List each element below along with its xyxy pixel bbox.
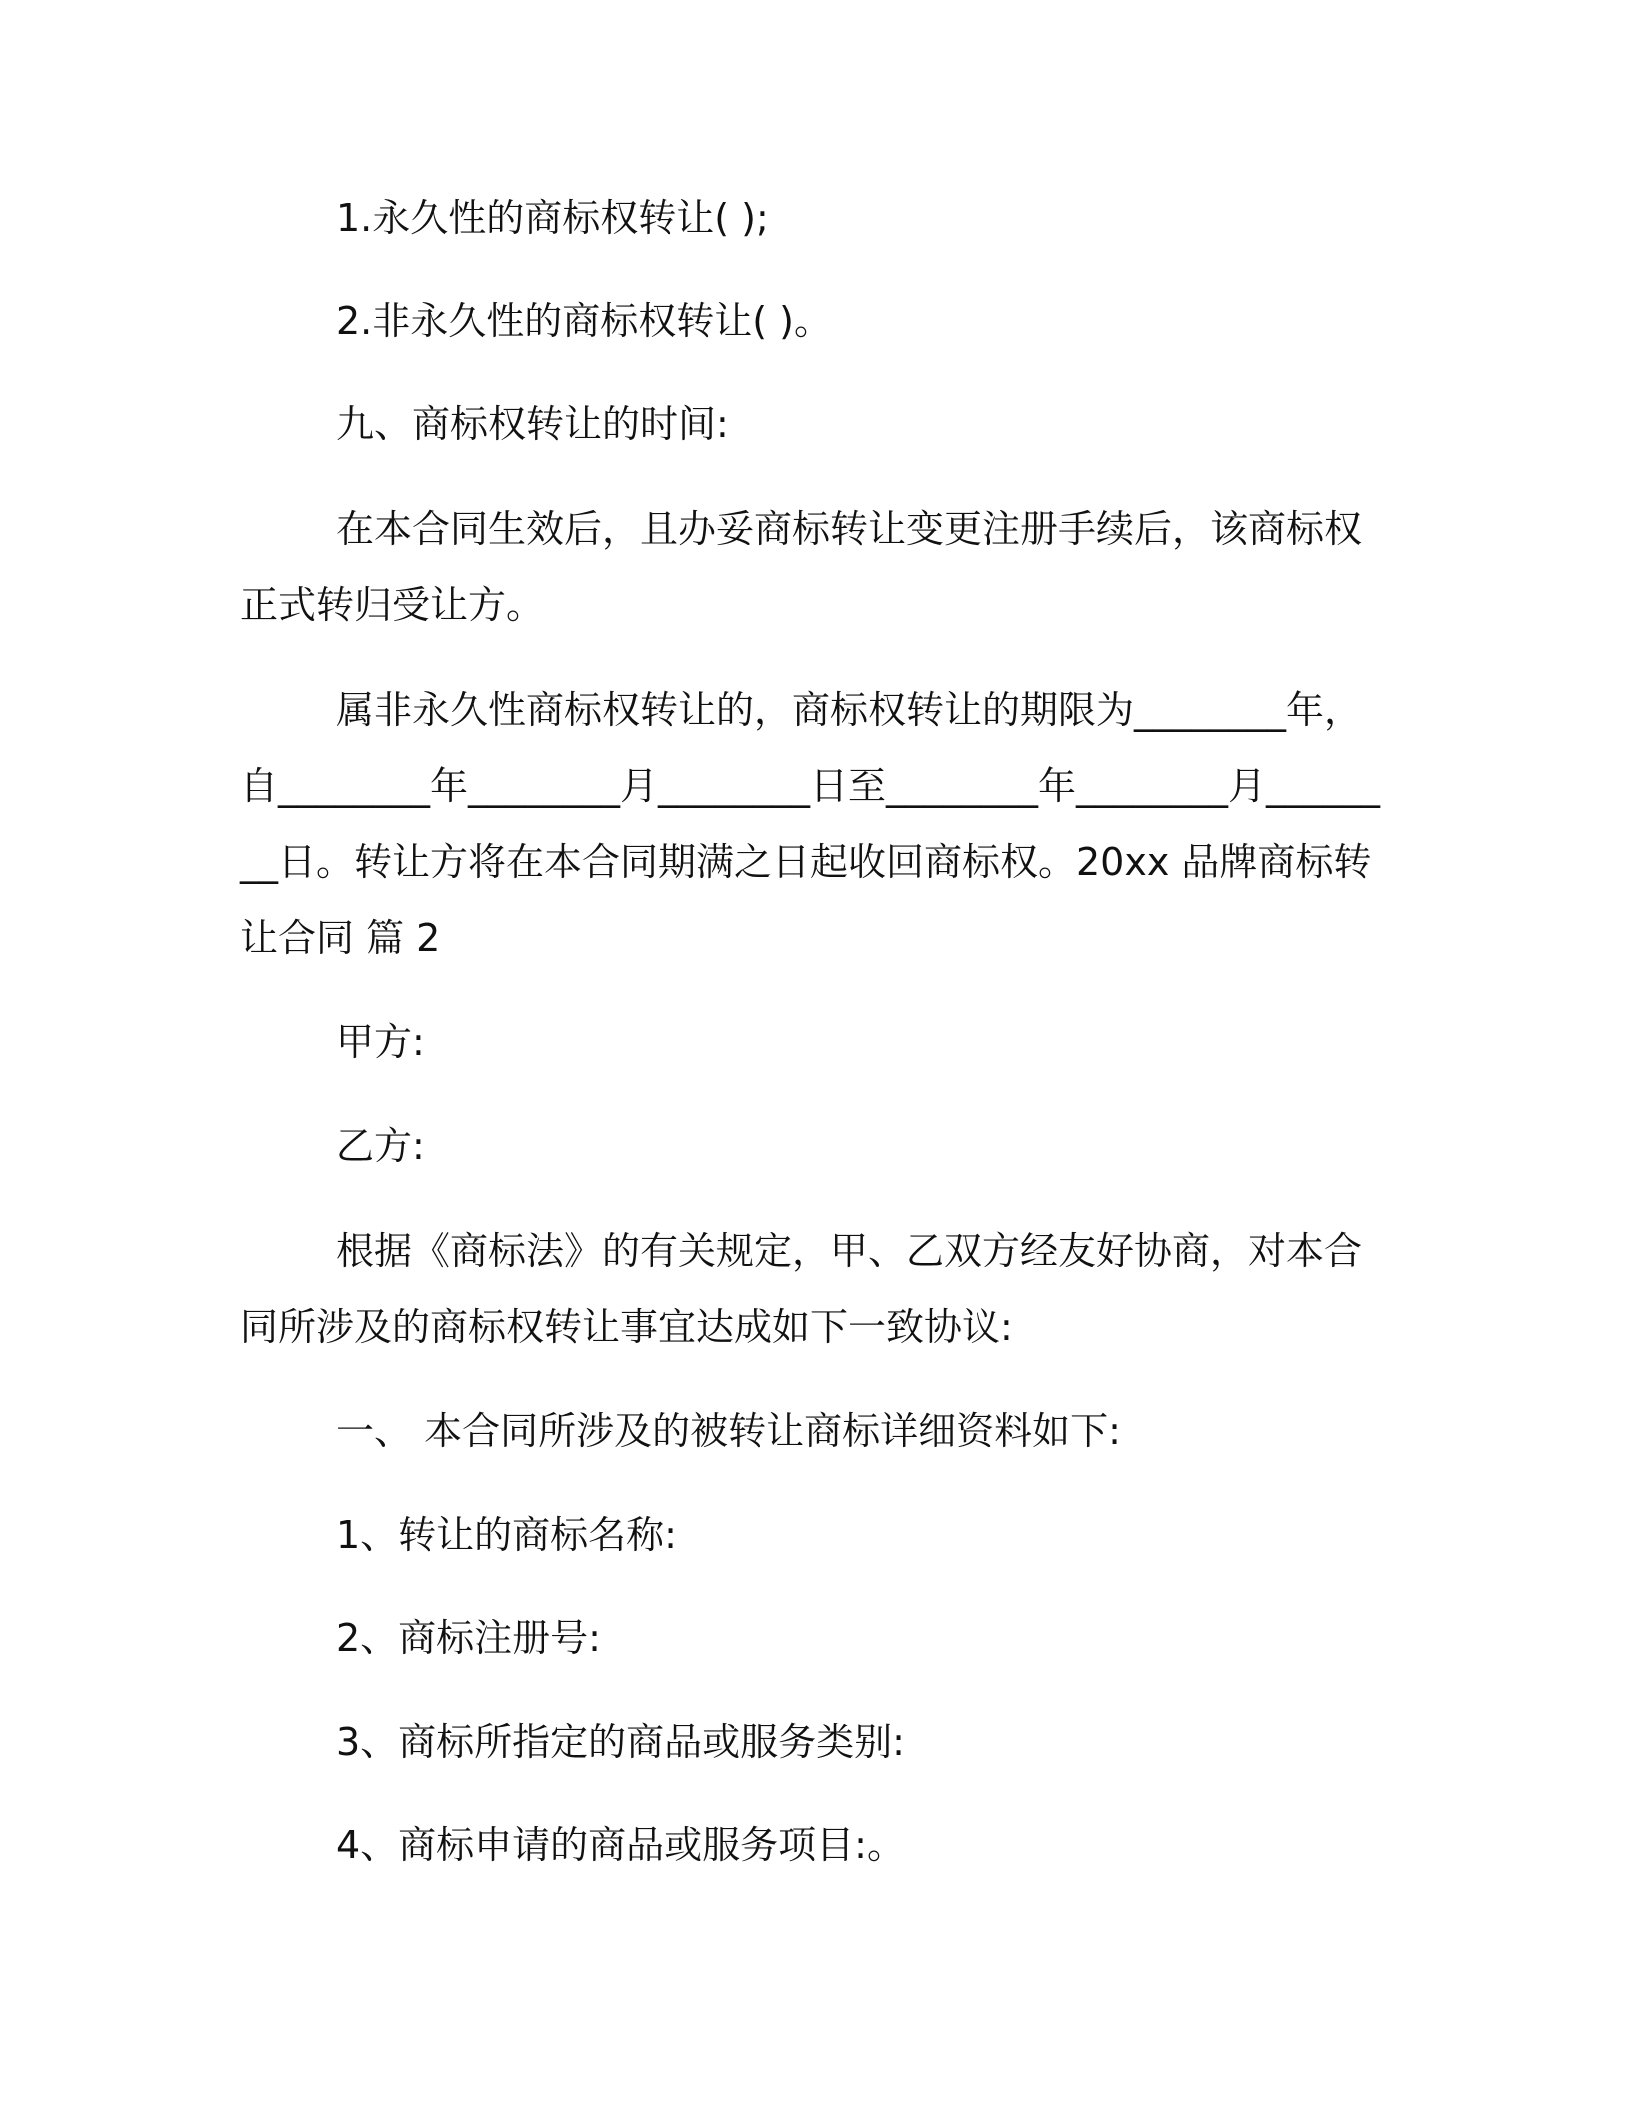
paragraph-non-permanent-transfer: 2.非永久性的商标权转让( )。 bbox=[336, 299, 832, 343]
paragraph-transfer-period: 属非永久性商标权转让的，商标权转让的期限为________年，自________年________月________日至________年________月________日。转让方将在本合同期满之日起收回商标权。20xx 品牌商标转让合同 篇 2 bbox=[240, 688, 1381, 960]
paragraph-permanent-transfer: 1.永久性的商标权转让( ); bbox=[336, 196, 769, 240]
paragraph-agreement-basis: 根据《商标法》的有关规定，甲、乙双方经友好协商，对本合同所涉及的商标权转让事宜达成如下一致协议: bbox=[240, 1229, 1363, 1349]
party-a-label: 甲方: bbox=[336, 1020, 425, 1064]
section-heading-trademark-details: 一、 本合同所涉及的被转让商标详细资料如下: bbox=[336, 1409, 1121, 1453]
list-item-service-items: 4、商标申请的商品或服务项目:。 bbox=[336, 1823, 905, 1867]
paragraph-effective-transfer: 在本合同生效后，且办妥商标转让变更注册手续后，该商标权正式转归受让方。 bbox=[240, 507, 1363, 627]
party-b-label: 乙方: bbox=[336, 1124, 425, 1168]
list-item-service-category: 3、商标所指定的商品或服务类别: bbox=[336, 1720, 905, 1764]
list-item-trademark-name: 1、转让的商标名称: bbox=[336, 1513, 677, 1557]
list-item-registration-number: 2、商标注册号: bbox=[336, 1616, 601, 1660]
section-heading-transfer-time: 九、商标权转让的时间: bbox=[336, 402, 729, 446]
